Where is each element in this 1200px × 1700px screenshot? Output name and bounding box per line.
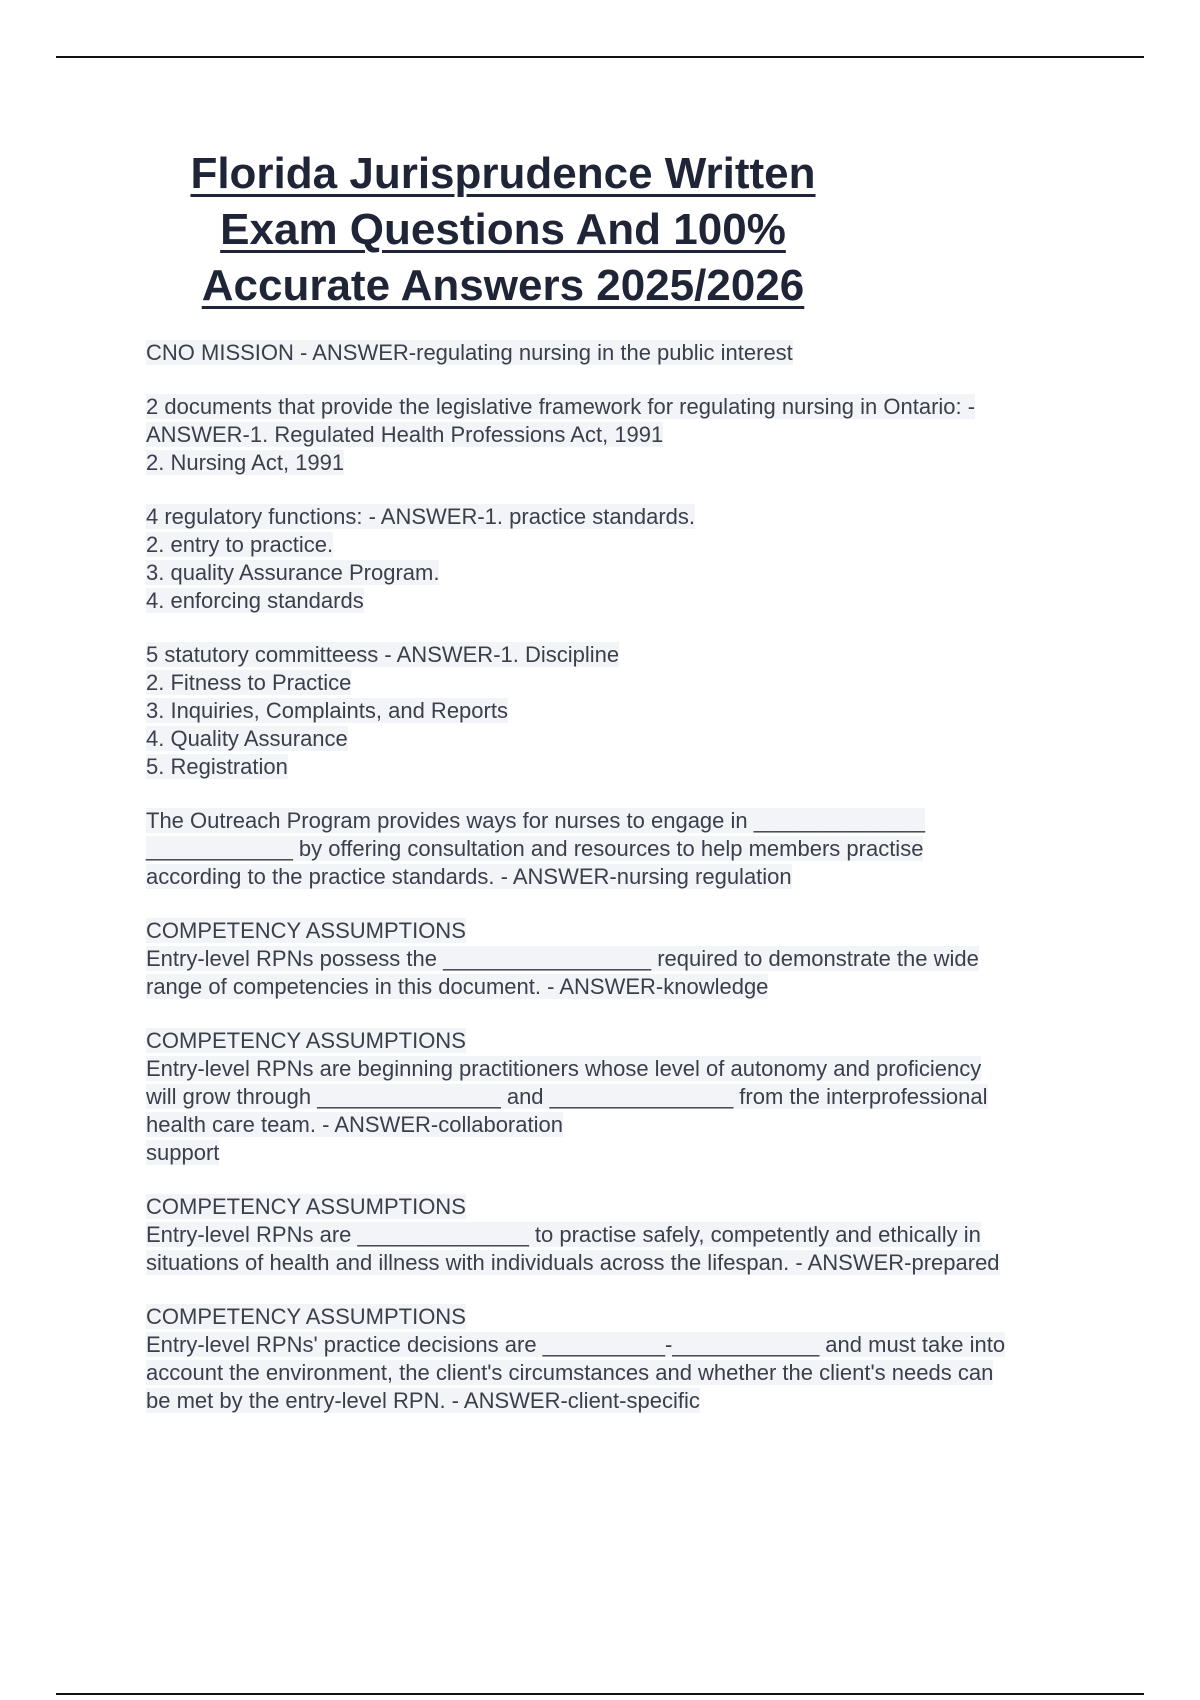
- qa-line: 5. Registration: [146, 754, 288, 779]
- title-line-2: Exam Questions And 100%: [220, 205, 786, 254]
- qa-line: Entry-level RPNs are ______________ to practise safely, competently and ethically in: [146, 1222, 981, 1247]
- qa-entry-regulatory-functions: [146, 503, 1146, 615]
- qa-entry-statutory-committees: [146, 641, 1146, 781]
- qa-entry-cno-mission: [146, 339, 1146, 367]
- qa-line: ____________ by offering consultation and resources to help members practise: [146, 836, 924, 861]
- qa-entry-legislative-framework: [146, 393, 1146, 477]
- qa-entry-outreach-program: [146, 807, 1146, 891]
- qa-line: Entry-level RPNs possess the _________________ required to demonstrate the wide: [146, 946, 979, 971]
- top-rule: [56, 56, 1144, 58]
- qa-entry-competency-prepared: [146, 1193, 1146, 1277]
- qa-line: account the environment, the client's circumstances and whether the client's needs can: [146, 1360, 994, 1385]
- qa-line: COMPETENCY ASSUMPTIONS: [146, 918, 466, 943]
- qa-line: 4. Quality Assurance: [146, 726, 348, 751]
- qa-line: 4 regulatory functions: - ANSWER-1. practice standards.: [146, 504, 696, 529]
- qa-line: 3. Inquiries, Complaints, and Reports: [146, 698, 508, 723]
- qa-list: [146, 339, 1146, 1441]
- qa-line: ANSWER-1. Regulated Health Professions Act, 1991: [146, 422, 664, 447]
- qa-line: will grow through _______________ and _______________ from the interprofessional: [146, 1084, 988, 1109]
- qa-line: COMPETENCY ASSUMPTIONS: [146, 1194, 466, 1219]
- qa-line: 2 documents that provide the legislative framework for regulating nursing in Ontario: -: [146, 394, 976, 419]
- title-line-1: Florida Jurisprudence Written: [190, 149, 816, 198]
- qa-line: COMPETENCY ASSUMPTIONS: [146, 1028, 466, 1053]
- qa-line: COMPETENCY ASSUMPTIONS: [146, 1304, 466, 1329]
- document-title: [148, 146, 858, 314]
- qa-line: support: [146, 1140, 220, 1165]
- qa-line: be met by the entry-level RPN. - ANSWER-client-specific: [146, 1388, 700, 1413]
- qa-entry-competency-collaboration: [146, 1027, 1146, 1167]
- qa-entry-competency-client-specific: [146, 1303, 1146, 1415]
- qa-line: 2. entry to practice.: [146, 532, 334, 557]
- qa-line: CNO MISSION - ANSWER-regulating nursing in the public interest: [146, 340, 793, 365]
- qa-line: situations of health and illness with individuals across the lifespan. - ANSWER-prepared: [146, 1250, 1000, 1275]
- qa-line: 2. Nursing Act, 1991: [146, 450, 345, 475]
- qa-line: Entry-level RPNs' practice decisions are __________-____________ and must take into: [146, 1332, 1006, 1357]
- qa-line: The Outreach Program provides ways for nurses to engage in ______________: [146, 808, 926, 833]
- qa-line: 5 statutory committeess - ANSWER-1. Discipline: [146, 642, 620, 667]
- qa-line: range of competencies in this document. - ANSWER-knowledge: [146, 974, 769, 999]
- qa-line: Entry-level RPNs are beginning practitioners whose level of autonomy and proficiency: [146, 1056, 982, 1081]
- qa-line: health care team. - ANSWER-collaboration: [146, 1112, 563, 1137]
- qa-entry-competency-knowledge: [146, 917, 1146, 1001]
- bottom-rule: [56, 1693, 1144, 1695]
- qa-line: 3. quality Assurance Program.: [146, 560, 440, 585]
- qa-line: 2. Fitness to Practice: [146, 670, 352, 695]
- title-line-3: Accurate Answers 2025/2026: [201, 261, 805, 310]
- qa-line: 4. enforcing standards: [146, 588, 364, 613]
- qa-line: according to the practice standards. - ANSWER-nursing regulation: [146, 864, 792, 889]
